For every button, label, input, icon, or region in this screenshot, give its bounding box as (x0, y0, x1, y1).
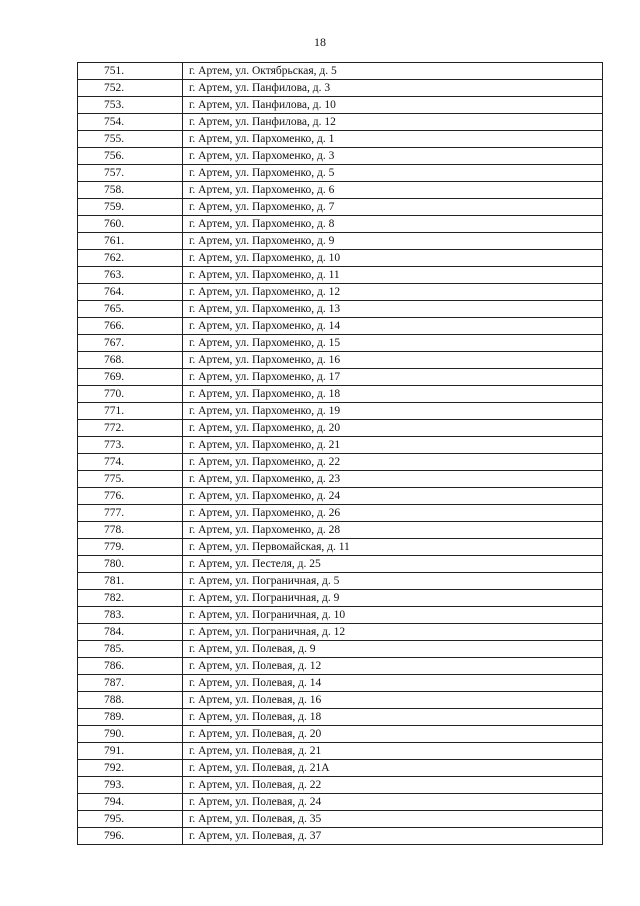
table-row (78, 216, 603, 233)
table-row (78, 403, 603, 420)
row-address: г. Артем, ул. Пограничная, д. 12 (183, 624, 603, 641)
table-row (78, 80, 603, 97)
table-row (78, 556, 603, 573)
row-address: г. Артем, ул. Пархоменко, д. 24 (183, 488, 603, 505)
table-row (78, 182, 603, 199)
row-number: 780. (78, 556, 183, 573)
row-number: 769. (78, 369, 183, 386)
row-address: г. Артем, ул. Пархоменко, д. 28 (183, 522, 603, 539)
row-number: 754. (78, 114, 183, 131)
row-number: 787. (78, 675, 183, 692)
table-row (78, 301, 603, 318)
row-address: г. Артем, ул. Полевая, д. 21 (183, 743, 603, 760)
row-address: г. Артем, ул. Пархоменко, д. 5 (183, 165, 603, 182)
row-address: г. Артем, ул. Октябрьская, д. 5 (183, 63, 603, 80)
row-number: 778. (78, 522, 183, 539)
row-address: г. Артем, ул. Полевая, д. 20 (183, 726, 603, 743)
row-address: г. Артем, ул. Пархоменко, д. 12 (183, 284, 603, 301)
row-number: 759. (78, 199, 183, 216)
row-address: г. Артем, ул. Пархоменко, д. 21 (183, 437, 603, 454)
row-address: г. Артем, ул. Пархоменко, д. 7 (183, 199, 603, 216)
table-row (78, 675, 603, 692)
row-number: 756. (78, 148, 183, 165)
row-number: 789. (78, 709, 183, 726)
row-number: 766. (78, 318, 183, 335)
row-address: г. Артем, ул. Полевая, д. 21А (183, 760, 603, 777)
row-number: 768. (78, 352, 183, 369)
row-number: 757. (78, 165, 183, 182)
table-row (78, 726, 603, 743)
row-number: 762. (78, 250, 183, 267)
table-row (78, 267, 603, 284)
row-address: г. Артем, ул. Пархоменко, д. 11 (183, 267, 603, 284)
row-number: 796. (78, 828, 183, 845)
row-address: г. Артем, ул. Пархоменко, д. 13 (183, 301, 603, 318)
row-number: 755. (78, 131, 183, 148)
row-number: 793. (78, 777, 183, 794)
table-row (78, 794, 603, 811)
table-row (78, 488, 603, 505)
row-number: 772. (78, 420, 183, 437)
row-number: 779. (78, 539, 183, 556)
row-number: 770. (78, 386, 183, 403)
table-row (78, 539, 603, 556)
row-number: 785. (78, 641, 183, 658)
row-address: г. Артем, ул. Полевая, д. 35 (183, 811, 603, 828)
row-address: г. Артем, ул. Полевая, д. 37 (183, 828, 603, 845)
table-row (78, 165, 603, 182)
row-address: г. Артем, ул. Полевая, д. 16 (183, 692, 603, 709)
table-row (78, 369, 603, 386)
table-row (78, 658, 603, 675)
row-address: г. Артем, ул. Пархоменко, д. 20 (183, 420, 603, 437)
row-address: г. Артем, ул. Пархоменко, д. 1 (183, 131, 603, 148)
row-address: г. Артем, ул. Полевая, д. 9 (183, 641, 603, 658)
row-address: г. Артем, ул. Пархоменко, д. 22 (183, 454, 603, 471)
table-row (78, 437, 603, 454)
table-row (78, 233, 603, 250)
row-address: г. Артем, ул. Пархоменко, д. 9 (183, 233, 603, 250)
row-address: г. Артем, ул. Панфилова, д. 3 (183, 80, 603, 97)
row-address: г. Артем, ул. Пестеля, д. 25 (183, 556, 603, 573)
row-number: 777. (78, 505, 183, 522)
row-number: 758. (78, 182, 183, 199)
row-number: 767. (78, 335, 183, 352)
row-number: 790. (78, 726, 183, 743)
row-address: г. Артем, ул. Пархоменко, д. 18 (183, 386, 603, 403)
row-address: г. Артем, ул. Пархоменко, д. 6 (183, 182, 603, 199)
table-row (78, 131, 603, 148)
row-address: г. Артем, ул. Первомайская, д. 11 (183, 539, 603, 556)
row-number: 792. (78, 760, 183, 777)
row-address: г. Артем, ул. Пархоменко, д. 17 (183, 369, 603, 386)
row-number: 794. (78, 794, 183, 811)
table-row (78, 420, 603, 437)
table-row (78, 63, 603, 80)
row-address: г. Артем, ул. Пархоменко, д. 26 (183, 505, 603, 522)
row-address: г. Артем, ул. Пархоменко, д. 14 (183, 318, 603, 335)
table-row (78, 352, 603, 369)
row-address: г. Артем, ул. Полевая, д. 24 (183, 794, 603, 811)
row-number: 765. (78, 301, 183, 318)
row-number: 773. (78, 437, 183, 454)
row-number: 774. (78, 454, 183, 471)
row-number: 784. (78, 624, 183, 641)
table-row (78, 641, 603, 658)
table-row (78, 709, 603, 726)
row-address: г. Артем, ул. Пархоменко, д. 23 (183, 471, 603, 488)
table-row (78, 148, 603, 165)
row-number: 771. (78, 403, 183, 420)
row-number: 764. (78, 284, 183, 301)
row-number: 786. (78, 658, 183, 675)
row-number: 791. (78, 743, 183, 760)
address-table (77, 62, 603, 845)
table-row (78, 454, 603, 471)
row-number: 782. (78, 590, 183, 607)
row-number: 760. (78, 216, 183, 233)
row-number: 776. (78, 488, 183, 505)
row-address: г. Артем, ул. Пархоменко, д. 3 (183, 148, 603, 165)
table-row (78, 828, 603, 845)
row-address: г. Артем, ул. Пограничная, д. 9 (183, 590, 603, 607)
address-table-body (78, 63, 603, 845)
table-row (78, 250, 603, 267)
row-address: г. Артем, ул. Пограничная, д. 10 (183, 607, 603, 624)
row-number: 788. (78, 692, 183, 709)
page-number: 18 (314, 35, 326, 49)
table-row (78, 335, 603, 352)
table-row (78, 505, 603, 522)
table-row (78, 522, 603, 539)
table-row (78, 811, 603, 828)
row-number: 781. (78, 573, 183, 590)
row-address: г. Артем, ул. Панфилова, д. 12 (183, 114, 603, 131)
table-row (78, 607, 603, 624)
row-number: 795. (78, 811, 183, 828)
row-address: г. Артем, ул. Пархоменко, д. 16 (183, 352, 603, 369)
table-row (78, 199, 603, 216)
table-row (78, 692, 603, 709)
table-row (78, 743, 603, 760)
table-row (78, 471, 603, 488)
row-address: г. Артем, ул. Пархоменко, д. 15 (183, 335, 603, 352)
row-number: 775. (78, 471, 183, 488)
table-row (78, 386, 603, 403)
row-address: г. Артем, ул. Пограничная, д. 5 (183, 573, 603, 590)
row-number: 761. (78, 233, 183, 250)
row-address: г. Артем, ул. Полевая, д. 22 (183, 777, 603, 794)
table-row (78, 97, 603, 114)
table-row (78, 590, 603, 607)
row-address: г. Артем, ул. Полевая, д. 14 (183, 675, 603, 692)
row-number: 783. (78, 607, 183, 624)
row-number: 753. (78, 97, 183, 114)
table-row (78, 760, 603, 777)
row-number: 751. (78, 63, 183, 80)
row-address: г. Артем, ул. Полевая, д. 18 (183, 709, 603, 726)
table-row (78, 777, 603, 794)
row-address: г. Артем, ул. Пархоменко, д. 8 (183, 216, 603, 233)
table-row (78, 114, 603, 131)
row-number: 752. (78, 80, 183, 97)
row-address: г. Артем, ул. Панфилова, д. 10 (183, 97, 603, 114)
table-row (78, 624, 603, 641)
table-row (78, 284, 603, 301)
row-number: 763. (78, 267, 183, 284)
table-row (78, 318, 603, 335)
row-address: г. Артем, ул. Пархоменко, д. 19 (183, 403, 603, 420)
row-address: г. Артем, ул. Пархоменко, д. 10 (183, 250, 603, 267)
row-address: г. Артем, ул. Полевая, д. 12 (183, 658, 603, 675)
table-row (78, 573, 603, 590)
